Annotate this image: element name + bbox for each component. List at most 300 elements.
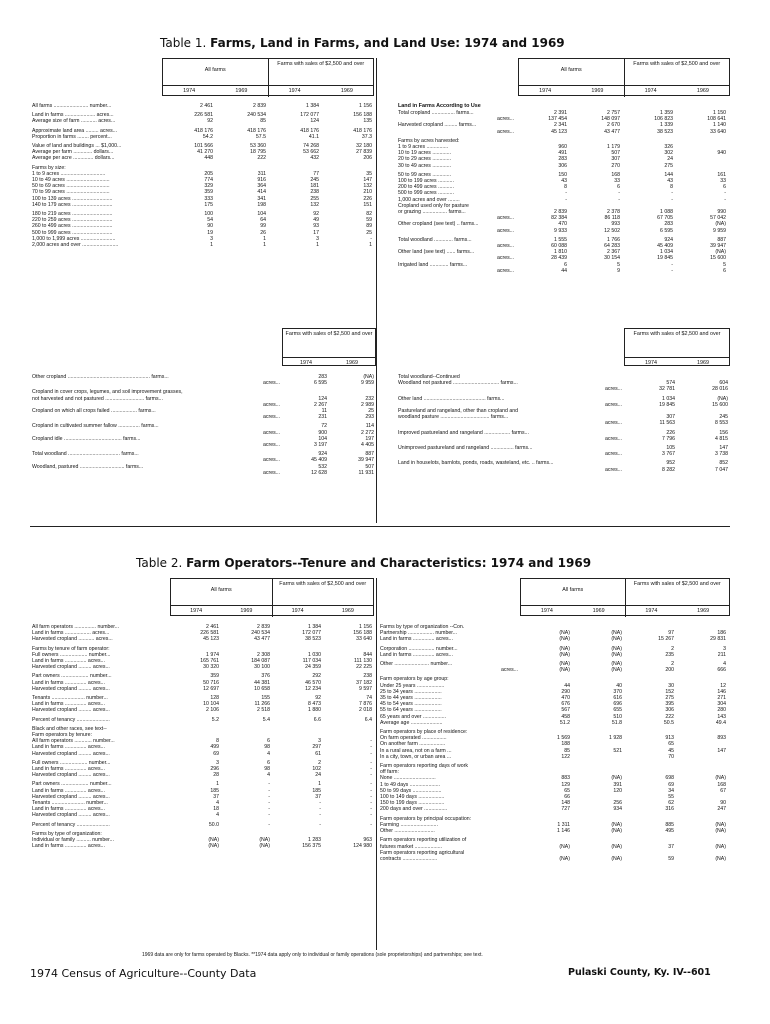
cell-value: 50 716 xyxy=(203,679,219,686)
cell-value: (NA) xyxy=(611,843,622,850)
row-label: Other ............................ xyxy=(380,828,435,835)
cell-value: 89 xyxy=(366,223,372,230)
row-label: Farm operators reporting agricultural xyxy=(380,849,465,856)
cell-value: 59 xyxy=(668,855,674,862)
cell-value: 10 658 xyxy=(254,685,270,692)
cell-value: 8 553 xyxy=(715,420,728,427)
cell-value: 50.0 xyxy=(208,821,219,828)
row-label: Cropland on which all crops failed .................. farms... xyxy=(32,408,156,415)
t2-right-year-1974-a: 1974 xyxy=(540,608,553,614)
cell-value: 15 267 xyxy=(658,636,674,643)
cell-value: 6 595 xyxy=(314,380,327,387)
row-label: 65 years and over ................ xyxy=(380,713,447,720)
row-label: Percent of tenancy ....................... xyxy=(32,821,110,828)
row-label: Farm operators by tenure: xyxy=(32,732,92,739)
row-label: acres... xyxy=(604,386,622,393)
cell-value: 1 555 xyxy=(554,236,567,243)
cell-value: 990 xyxy=(717,209,726,216)
cell-value: 67 xyxy=(720,787,726,794)
cell-value: 275 xyxy=(665,695,674,702)
cell-value: 4 815 xyxy=(715,435,728,442)
cell-value: 41 270 xyxy=(197,149,213,156)
cell-value: 69 xyxy=(213,750,219,757)
cell-value: (NA) xyxy=(559,630,570,637)
cell-value: 370 xyxy=(613,688,622,695)
cell-value: 306 xyxy=(558,162,567,169)
cell-value: 395 xyxy=(665,701,674,708)
row-label: 35 to 44 years ................... xyxy=(380,695,442,702)
table-row xyxy=(30,242,374,248)
cell-value: 1 810 xyxy=(554,249,567,256)
table-row xyxy=(378,856,728,862)
cell-value: (NA) xyxy=(208,843,219,850)
row-label: Land in farms ..................... acres... xyxy=(32,112,114,119)
t2-left-table xyxy=(30,624,374,850)
t1-year-1974-b: 1974 xyxy=(288,88,301,94)
cell-value: 311 xyxy=(257,170,266,177)
cell-value: 12 628 xyxy=(311,469,327,476)
cell-value: 391 xyxy=(613,781,622,788)
row-label: Other land (see text) ...... farms... xyxy=(398,249,475,256)
cell-value: 102 xyxy=(312,766,321,773)
cell-value: 85 xyxy=(260,118,266,125)
cell-value: 1 339 xyxy=(660,122,673,129)
cell-value: - xyxy=(268,787,270,794)
cell-value: (NA) xyxy=(559,843,570,850)
cell-value: 306 xyxy=(665,707,674,714)
t1-mid-left-table xyxy=(30,374,376,476)
cell-value: - xyxy=(319,821,321,828)
cell-value: (NA) xyxy=(559,636,570,643)
cell-value: 97 xyxy=(668,630,674,637)
row-label: Cropland idle ........................................ farms... xyxy=(32,435,141,442)
cell-value: 70 xyxy=(668,753,674,760)
cell-value: 24 xyxy=(315,772,321,779)
cell-value: 45 123 xyxy=(551,128,567,135)
cell-value: 50.5 xyxy=(663,719,674,726)
row-label: acres... xyxy=(496,267,514,274)
t2-left-header xyxy=(170,578,374,616)
cell-value: 231 xyxy=(318,414,327,421)
cell-value: 521 xyxy=(613,747,622,754)
row-label: Total woodland ............. farms... xyxy=(398,236,472,243)
cell-value: 172 077 xyxy=(302,630,321,637)
t2-right-header-sales: Farms with sales of $2,500 and over xyxy=(633,581,721,587)
cell-value: 4 405 xyxy=(361,442,374,449)
cell-value: 4 xyxy=(267,750,270,757)
cell-value: 1 384 xyxy=(308,624,321,630)
row-label: acres... xyxy=(496,243,514,250)
row-label: Farms by size: xyxy=(32,164,66,171)
row-label: Land in farms ............... acres... xyxy=(32,701,105,708)
row-label: 45 to 54 years ................... xyxy=(380,701,442,708)
cell-value: 44 381 xyxy=(254,679,270,686)
cell-value: 245 xyxy=(310,177,319,184)
cell-value: 37 xyxy=(315,793,321,800)
cell-value: (NA) xyxy=(715,221,726,228)
cell-value: 293 xyxy=(365,414,374,421)
row-label: Total cropland ................ farms... xyxy=(398,110,474,116)
cell-value: 290 xyxy=(561,688,570,695)
row-label: Harvested cropland ......... acres... xyxy=(32,750,110,757)
cell-value: 8 xyxy=(216,738,219,745)
cell-value: 34 xyxy=(668,787,674,794)
cell-value: 111 130 xyxy=(354,658,372,665)
cell-value: - xyxy=(618,196,620,203)
row-label: Part owners ................... number... xyxy=(32,781,112,788)
row-label: Land in farms .................. acres... xyxy=(32,630,110,637)
t1-right-section-title: Land in Farms According to Use xyxy=(398,103,481,109)
table2-title-text: Farm Operators--Tenure and Characteristics: 1974 and 1969 xyxy=(186,556,592,570)
cell-value: 99 xyxy=(260,223,266,230)
t2-year-1969-b: 1969 xyxy=(341,608,354,614)
cell-value: (NA) xyxy=(611,855,622,862)
cell-value: 9 959 xyxy=(361,380,374,387)
t1-mid-right-year-1974: 1974 xyxy=(645,360,657,366)
cell-value: 45 409 xyxy=(311,457,327,464)
cell-value: 238 xyxy=(363,673,372,680)
row-label: Harvested cropland ......... acres... xyxy=(32,772,110,779)
row-label: 1 to 9 acres ............................... xyxy=(32,170,106,177)
cell-value: 66 xyxy=(564,794,570,801)
cell-value: 666 xyxy=(717,667,726,674)
t2-left-body xyxy=(30,624,374,850)
cell-value: 198 xyxy=(257,201,266,208)
cell-value: - xyxy=(370,793,372,800)
cell-value: 150 xyxy=(558,171,567,178)
row-label: Harvested cropland ......... acres... xyxy=(32,664,110,671)
cell-value: 9 xyxy=(617,267,620,274)
cell-value: 6 xyxy=(723,184,726,191)
cell-value: 120 xyxy=(613,787,622,794)
cell-value: 24 359 xyxy=(305,664,321,671)
cell-value: - xyxy=(370,781,372,788)
cell-value: 316 xyxy=(665,806,674,813)
cell-value: 62 xyxy=(668,800,674,807)
cell-value: 105 xyxy=(666,445,675,452)
cell-value: 3 xyxy=(210,235,213,242)
cell-value: - xyxy=(370,772,372,779)
cell-value: - xyxy=(671,196,673,203)
cell-value: 307 xyxy=(666,414,675,421)
cell-value: 205 xyxy=(204,170,213,177)
cell-value: 61 xyxy=(315,750,321,757)
row-label: futures market ................... xyxy=(380,843,442,850)
cell-value: - xyxy=(268,781,270,788)
cell-value: 359 xyxy=(210,673,219,680)
cell-value: 90 xyxy=(207,223,213,230)
cell-value: (NA) xyxy=(611,667,622,674)
row-label: Pastureland and rangeland, other than cropland and xyxy=(398,408,518,415)
cell-value: 8 473 xyxy=(308,701,321,708)
cell-value: 137 454 xyxy=(548,116,567,123)
t1-mid-left-year-1969: 1969 xyxy=(346,360,358,366)
cell-value: 359 xyxy=(204,189,213,196)
cell-value: 19 xyxy=(207,229,213,236)
row-label: Average size of farm ........... acres... xyxy=(32,118,116,125)
cell-value: 44 xyxy=(564,682,570,689)
cell-value: 1 xyxy=(263,235,266,242)
cell-value: 6 xyxy=(723,267,726,274)
cell-value: 15 600 xyxy=(712,401,728,408)
t2-footnote: 1969 data are only for farms operated by Blacks. **1974 data apply only to individual or family operations (sole proprietorships) and partnerships; see text. xyxy=(142,952,483,958)
t1-header-sales: Farms with sales of $2,500 and over xyxy=(277,61,365,67)
cell-value: 6 595 xyxy=(660,227,673,234)
cell-value: 9 959 xyxy=(713,227,726,234)
cell-value: 9 597 xyxy=(359,685,372,692)
cell-value: 256 xyxy=(613,800,622,807)
table1-title xyxy=(160,36,565,50)
cell-value: 2 461 xyxy=(206,624,219,630)
cell-value: - xyxy=(671,190,673,197)
cell-value: - xyxy=(724,196,726,203)
cell-value: 8 xyxy=(564,184,567,191)
cell-value: 188 xyxy=(561,741,570,748)
cell-value: 963 xyxy=(363,837,372,844)
cell-value: 1 283 xyxy=(308,837,321,844)
t1-header-all-farms: All farms xyxy=(163,59,269,85)
row-label: 150 to 199 days .................. xyxy=(380,800,445,807)
t1-right-year-1969-b: 1969 xyxy=(696,88,709,94)
cell-value: 510 xyxy=(613,713,622,720)
row-label: 180 to 219 acres ............................ xyxy=(32,211,113,218)
row-label: 10 to 49 acres .............................. xyxy=(32,177,110,184)
row-label: In a rural area, not on a farm ... xyxy=(380,747,452,754)
row-label: Harvested cropland ......... acres... xyxy=(32,793,110,800)
row-label: 70 to 99 acres .............................. xyxy=(32,189,110,196)
cell-value: 270 xyxy=(611,162,620,169)
cell-value: 507 xyxy=(365,463,374,470)
cell-value: 924 xyxy=(664,236,673,243)
row-label: Land in farms ............... acres... xyxy=(32,744,105,751)
cell-value: - xyxy=(671,261,673,268)
row-label: 55 to 64 years ................... xyxy=(380,707,442,714)
cell-value: 104 xyxy=(318,435,327,442)
row-label: acres... xyxy=(604,466,622,473)
cell-value: 57 042 xyxy=(710,215,726,222)
center-divider-t2 xyxy=(376,578,377,950)
cell-value: 18 xyxy=(213,806,219,813)
cell-value: 28 xyxy=(213,772,219,779)
cell-value: 6 xyxy=(267,759,270,766)
cell-value: 12 502 xyxy=(604,227,620,234)
cell-value: 280 xyxy=(717,707,726,714)
cell-value: 19 845 xyxy=(659,401,675,408)
cell-value: 64 283 xyxy=(604,243,620,250)
t1-mid-right-table xyxy=(396,374,730,473)
cell-value: 655 xyxy=(613,707,622,714)
t1-left-body xyxy=(30,103,374,248)
row-label: Total woodland--Continued xyxy=(398,374,460,380)
cell-value: (NA) xyxy=(611,636,622,643)
cell-value: 774 xyxy=(204,177,213,184)
cell-value: 185 xyxy=(210,787,219,794)
cell-value: 499 xyxy=(210,744,219,751)
row-label: Other land ........................................... farms... xyxy=(398,395,505,402)
cell-value: 6 xyxy=(564,261,567,268)
cell-value: 2 367 xyxy=(607,249,620,256)
cell-value: 7 047 xyxy=(715,466,728,473)
t2-right-header-all-farms: All farms xyxy=(521,579,626,605)
row-label: acres... xyxy=(500,667,518,674)
cell-value: 53 360 xyxy=(250,143,266,150)
cell-value: 26 xyxy=(260,229,266,236)
cell-value: 2 518 xyxy=(257,707,270,714)
t2-right-year-1969-b: 1969 xyxy=(697,608,710,614)
row-label: Harvested cropland ......... acres... xyxy=(32,685,110,692)
cell-value: 147 xyxy=(363,177,372,184)
cell-value: 1 xyxy=(263,242,266,249)
cell-value: 57.5 xyxy=(255,133,266,140)
cell-value: 2 308 xyxy=(257,651,270,658)
row-label: Improved pastureland and rangeland .................. farms... xyxy=(398,429,529,436)
cell-value: 7 796 xyxy=(662,435,675,442)
row-label: Proportion in farms ........ percent... xyxy=(32,133,112,140)
cell-value: 893 xyxy=(717,735,726,742)
cell-value: - xyxy=(370,738,372,745)
cell-value: 37 xyxy=(668,843,674,850)
cell-value: 11 xyxy=(321,408,327,415)
cell-value: 2 xyxy=(318,759,321,766)
cell-value: 3 738 xyxy=(715,451,728,458)
cell-value: 37 182 xyxy=(356,679,372,686)
t1-right-year-1969-a: 1969 xyxy=(571,86,624,97)
row-label: On another farm .................. xyxy=(380,741,446,748)
row-label: All farm operators ............... number... xyxy=(32,624,120,630)
cell-value: 12 xyxy=(720,682,726,689)
cell-value: 132 xyxy=(363,183,372,190)
cell-value: 161 xyxy=(717,171,726,178)
cell-value: 37.3 xyxy=(361,133,372,140)
cell-value: 1 569 xyxy=(557,735,570,742)
row-label: On farm operated ................. xyxy=(380,735,447,742)
t2-year-1969-a: 1969 xyxy=(221,606,272,617)
cell-value: 98 xyxy=(264,766,270,773)
t1-mid-right-header xyxy=(624,328,730,366)
row-label: 1,000 to 1,999 acres ........................ xyxy=(32,235,116,242)
cell-value: 30 154 xyxy=(604,255,620,262)
cell-value: 1 xyxy=(318,781,321,788)
cell-value: 11 266 xyxy=(254,701,270,708)
cell-value: 887 xyxy=(365,451,374,458)
footer-left: 1974 Census of Agriculture--County Data xyxy=(30,967,257,980)
row-label: Land in houselots, barnlots, ponds, roads, wasteland, etc. .. farms... xyxy=(398,460,554,467)
cell-value: 144 xyxy=(664,171,673,178)
cell-value: 156 188 xyxy=(353,630,372,637)
cell-value: 197 xyxy=(365,435,374,442)
cell-value: 4 xyxy=(216,800,219,807)
cell-value: 51.8 xyxy=(611,719,622,726)
t1-mid-left-year-1974: 1974 xyxy=(300,360,312,366)
cell-value: 226 581 xyxy=(194,112,213,119)
cell-value: 17 xyxy=(313,229,319,236)
cell-value: (NA) xyxy=(559,651,570,658)
cell-value: - xyxy=(268,800,270,807)
cell-value: 885 xyxy=(665,821,674,828)
cell-value: (NA) xyxy=(559,667,570,674)
cell-value: 28 016 xyxy=(712,386,728,393)
row-label: Other cropland ......................................................... farms... xyxy=(32,374,169,380)
cell-value: - xyxy=(370,750,372,757)
cell-value: 184 087 xyxy=(251,658,270,665)
cell-value: 1 030 xyxy=(308,651,321,658)
cell-value: 147 xyxy=(719,445,728,452)
cell-value: 2 391 xyxy=(554,110,567,116)
row-label: 20 to 29 acres ............. xyxy=(398,156,452,163)
row-label: 220 to 259 acres ............................ xyxy=(32,217,113,224)
cell-value: 172 077 xyxy=(300,112,319,119)
cell-value: - xyxy=(370,766,372,773)
cell-value: 432 xyxy=(310,155,319,162)
cell-value: 54.2 xyxy=(202,133,213,140)
cell-value: 8 282 xyxy=(662,466,675,473)
cell-value: 185 xyxy=(312,787,321,794)
cell-value: 82 xyxy=(366,211,372,218)
row-label: Cropland in cover crops, legumes, and soil improvement grasses, xyxy=(32,389,183,396)
cell-value: 15 600 xyxy=(710,255,726,262)
cell-value: 86 118 xyxy=(604,215,620,222)
cell-value: 960 xyxy=(558,144,567,151)
cell-value: 60 088 xyxy=(551,243,567,250)
cell-value: 85 xyxy=(564,747,570,754)
row-label: Harvested cropland ......... farms... xyxy=(398,122,477,129)
row-label: Unimproved pastureland and rangeland ................ farms... xyxy=(398,445,533,452)
row-label: acres... xyxy=(262,429,280,436)
cell-value: 1 359 xyxy=(660,110,673,116)
cell-value: (NA) xyxy=(715,855,726,862)
cell-value: 30 xyxy=(668,682,674,689)
cell-value: 1 974 xyxy=(206,651,219,658)
cell-value: 32 781 xyxy=(659,386,675,393)
cell-value: 4 xyxy=(267,772,270,779)
cell-value: 168 xyxy=(611,171,620,178)
row-label: not harvested and not pastured ........................... farms... xyxy=(32,395,163,402)
cell-value: - xyxy=(671,267,673,274)
cell-value: 38 523 xyxy=(305,636,321,643)
t1-right-header xyxy=(518,58,730,96)
row-label: Other ........................ number... xyxy=(380,661,453,668)
row-label: Average per farm ............. dollars... xyxy=(32,149,114,156)
cell-value: 128 xyxy=(210,695,219,702)
cell-value: 235 xyxy=(665,651,674,658)
cell-value: 271 xyxy=(717,695,726,702)
cell-value: 5 xyxy=(617,261,620,268)
cell-value: 124 xyxy=(310,118,319,125)
table-row xyxy=(30,843,374,849)
cell-value: 43 xyxy=(561,178,567,185)
cell-value: 148 xyxy=(561,800,570,807)
cell-value: 255 xyxy=(310,195,319,202)
row-label: 2,000 acres and over ......................... xyxy=(32,242,119,249)
cell-value: (NA) xyxy=(611,630,622,637)
cell-value: - xyxy=(565,190,567,197)
cell-value: - xyxy=(370,235,372,242)
cell-value: (NA) xyxy=(715,249,726,256)
cell-value: 913 xyxy=(665,735,674,742)
cell-value: - xyxy=(319,806,321,813)
cell-value: 567 xyxy=(561,707,570,714)
row-label: Farm operators reporting utilization of xyxy=(380,837,467,844)
cell-value: 3 xyxy=(216,759,219,766)
cell-value: 44 xyxy=(561,267,567,274)
row-label: Irrigated land ............. farms... xyxy=(398,261,468,268)
table-row xyxy=(30,470,376,476)
cell-value: 1 384 xyxy=(306,103,319,109)
cell-value: 934 xyxy=(613,806,622,813)
row-label: In a city, town, or urban area ... xyxy=(380,753,452,760)
cell-value: 275 xyxy=(664,162,673,169)
cell-value: 33 xyxy=(614,178,620,185)
